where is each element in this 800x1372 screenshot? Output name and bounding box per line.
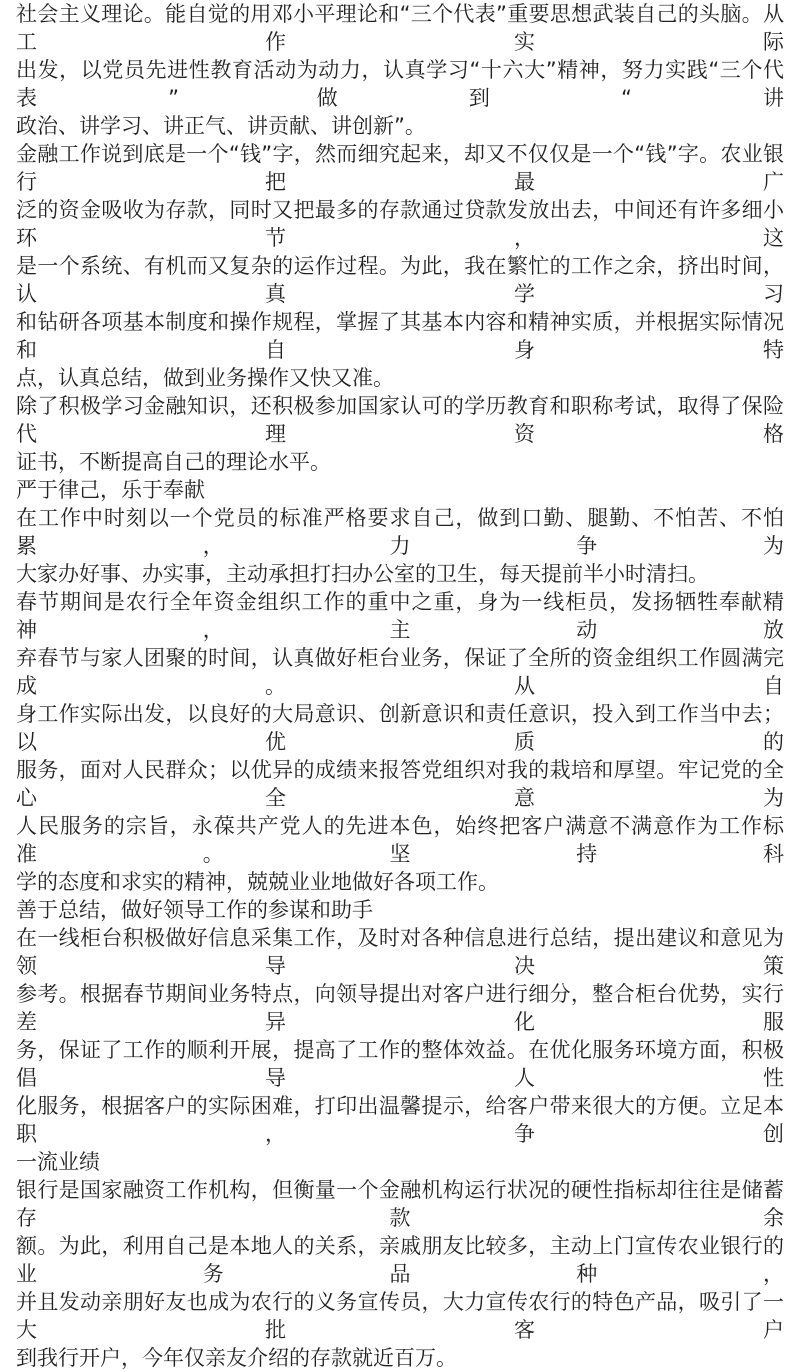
text-line: 金融工作说到底是一个“钱”字，然而细究起来，却又不仅仅是一个“钱”字。农业银行把最广	[16, 142, 784, 194]
text-line: 并且发动亲朋好友也成为农行的义务宣传员，大力宣传农行的特色产品，吸引了一大批客户	[16, 1290, 784, 1342]
text-line: 服务，面对人民群众；以优异的成绩来报答党组织对我的栽培和厚望。牢记党的全心全意为	[16, 758, 784, 810]
paragraph	[16, 1176, 784, 1372]
text-line: 在一线柜台积极做好信息采集工作，及时对各种信息进行总结，提出建议和意见为领导决策	[16, 926, 784, 978]
paragraph	[16, 140, 784, 392]
paragraph	[16, 504, 784, 588]
text-line: 大家办好事、办实事，主动承担打扫办公室的卫生，每天提前半小时清扫。	[16, 562, 709, 586]
text-line: 在工作中时刻以一个党员的标准严格要求自己，做到口勤、腿勤、不怕苦、不怕累，力争为	[16, 506, 784, 558]
text-line: 善于总结，做好领导工作的参谋和助手	[16, 898, 373, 922]
text-line: 春节期间是农行全年资金组织工作的重中之重，身为一线柜员，发扬牺牲奉献精神，主动放	[16, 590, 784, 642]
text-line: 参考。根据春节期间业务特点，向领导提出对客户进行细分，整合柜台优势，实行差异化服	[16, 982, 784, 1034]
text-line: 社会主义理论。能自觉的用邓小平理论和“三个代表”重要思想武装自己的头脑。从工作实际	[16, 2, 784, 54]
text-line: 出发，以党员先进性教育活动为动力，认真学习“十六大”精神，努力实践“三个代表” 做到“讲	[16, 58, 784, 110]
document-body	[16, 0, 784, 1372]
text-line: 额。为此，利用自己是本地人的关系，亲戚朋友比较多，主动上门宣传农业银行的业务品种，	[16, 1234, 784, 1286]
text-line: 化服务，根据客户的实际困难，打印出温馨提示，给客户带来很大的方便。立足本职，争创	[16, 1094, 784, 1146]
text-line: 点，认真总结，做到业务操作又快又准。	[16, 366, 394, 390]
text-line: 除了积极学习金融知识，还积极参加国家认可的学历教育和职称考试，取得了保险代理资格	[16, 394, 784, 446]
paragraph	[16, 924, 784, 1176]
text-line: 到我行开户，今年仅亲友介绍的存款就近百万。	[16, 1346, 457, 1370]
text-line: 务，保证了工作的顺利开展，提高了工作的整体效益。在优化服务环境方面，积极倡导人性	[16, 1038, 784, 1090]
paragraph	[16, 0, 784, 140]
paragraph	[16, 588, 784, 896]
text-line: 泛的资金吸收为存款，同时又把最多的存款通过贷款发放出去，中间还有许多细小环节，这	[16, 198, 784, 250]
section-heading	[16, 476, 784, 504]
section-heading	[16, 896, 784, 924]
text-line: 学的态度和求实的精神，兢兢业业地做好各项工作。	[16, 870, 499, 894]
text-line: 银行是国家融资工作机构，但衡量一个金融机构运行状况的硬性指标却往往是储蓄存款余	[16, 1178, 784, 1230]
text-line: 是一个系统、有机而又复杂的运作过程。为此，我在繁忙的工作之余，挤出时间，认真学习	[16, 254, 784, 306]
text-line: 政治、讲学习、讲正气、讲贡献、讲创新”。	[16, 114, 426, 138]
text-line: 和钻研各项基本制度和操作规程，掌握了其基本内容和精神实质，并根据实际情况和自身特	[16, 310, 784, 362]
text-line: 证书，不断提高自己的理论水平。	[16, 450, 331, 474]
text-line: 弃春节与家人团聚的时间，认真做好柜台业务，保证了全所的资金组织工作圆满完成。从自	[16, 646, 784, 698]
paragraph	[16, 392, 784, 476]
text-line: 身工作实际出发，以良好的大局意识、创新意识和责任意识，投入到工作当中去；以优质的	[16, 702, 784, 754]
text-line: 严于律己，乐于奉献	[16, 478, 205, 502]
text-line: 一流业绩	[16, 1150, 100, 1174]
text-line: 人民服务的宗旨，永葆共产党人的先进本色，始终把客户满意不满意作为工作标准。坚持科	[16, 814, 784, 866]
